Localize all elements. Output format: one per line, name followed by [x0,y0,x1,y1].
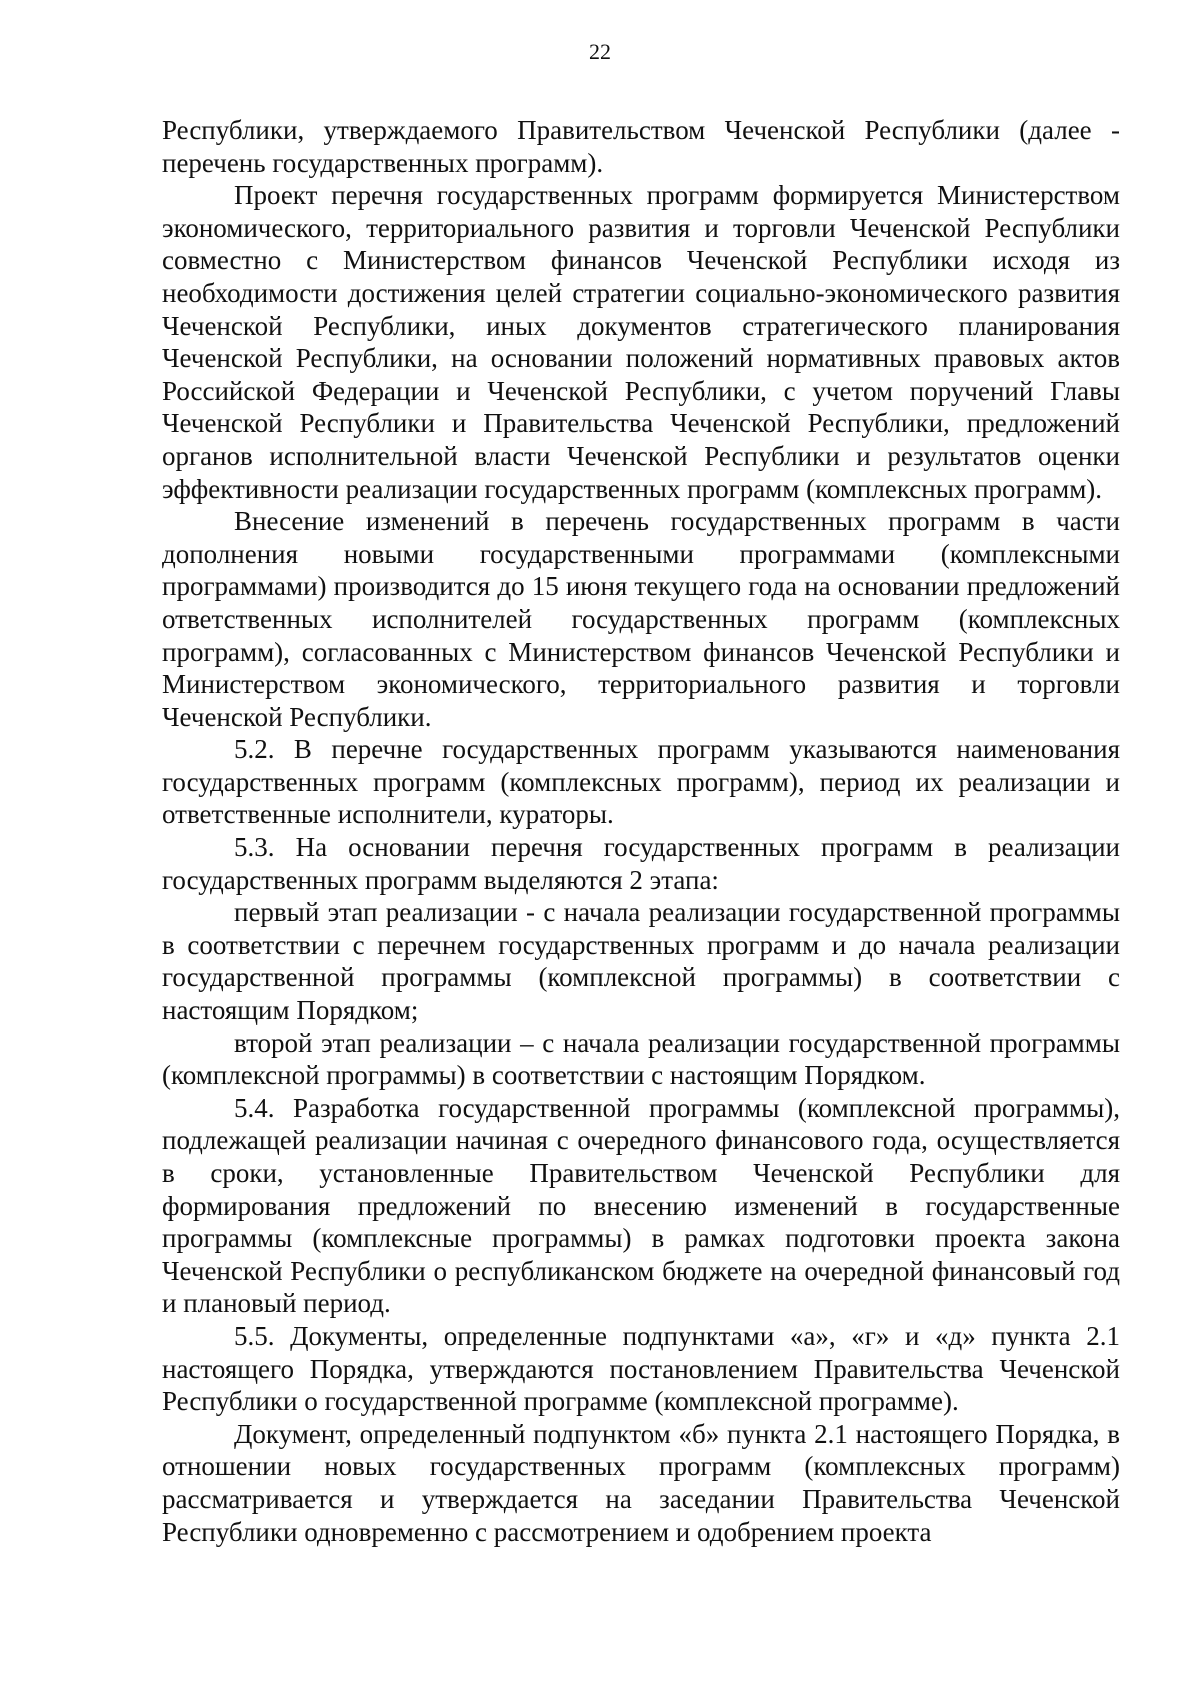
paragraph-5-3: 5.3. На основании перечня государственных программ в реализации государственных программ выделяются 2 этапа: [162,832,1120,895]
paragraph-second-stage: второй этап реализации – с начала реализации государственной программы (комплексной программы) в соответствии с настоящим Порядком. [162,1027,1120,1091]
page-number: 22 [589,39,611,64]
paragraph-5-5: 5.5. Документы, определенные подпунктами «а», «г» и «д» пункта 2.1 настоящего Порядка, утверждаются постановлением Правительства Чеченской Республики о государственной программе (комплексной программе). [162,1320,1120,1417]
paragraph-document-b: Документ, определенный подпунктом «б» пункта 2.1 настоящего Порядка, в отношении новых государственных программ (комплексных программ) рассматривается и утверждается на заседании Правительства Чеченской Республики одновременно с рассмотрением и одобрением проекта [162,1418,1120,1547]
paragraph-list-amendments: Внесение изменений в перечень государственных программ в части дополнения новыми государственными программами (комплексными программами) производится до 15 июня текущего года на основании предложений ответственных исполнителей государственных программ (комплексных программ), согласованных с Министерством финансов Чеченской Республики и Министерством экономического, территориального развития и торговли Чеченской Республики. [162,506,1120,732]
paragraph-first-stage: первый этап реализации - с начала реализации государственной программы в соответствии с перечнем государственных программ и до начала реализации государственной программы (комплексной программы) в соответствии с настоящим Порядком; [162,897,1120,1026]
paragraph-continuation: Республики, утверждаемого Правительством Чеченской Республики (далее - перечень государственных программ). [162,115,1120,178]
document-body [162,114,1120,1548]
paragraph-5-2: 5.2. В перечне государственных программ указываются наименования государственных программ (комплексных программ), период их реализации и ответственные исполнители, кураторы. [162,734,1120,830]
paragraph-project-list-formation: Проект перечня государственных программ формируется Министерством экономического, территориального развития и торговли Чеченской Республики совместно с Министерством финансов Чеченской Республики исходя из необходимости достижения целей стратегии социально-экономического развития Чеченской Республики, иных документов стратегического планирования Чеченской Республики, на основании положений нормативных правовых актов Российской Федерации и Чеченской Республики, с учетом поручений Главы Чеченской Республики и Правительства Чеченской Республики, предложений органов исполнительной власти Чеченской Республики и результатов оценки эффективности реализации государственных программ (комплексных программ). [162,180,1120,504]
paragraph-5-4: 5.4. Разработка государственной программы (комплексной программы), подлежащей реализации начиная с очередного финансового года, осуществляется в сроки, установленные Правительством Чеченской Республики для формирования предложений по внесению изменений в государственные программы (комплексные программы) в рамках подготовки проекта закона Чеченской Республики о республиканском бюджете на очередной финансовый год и плановый период. [162,1092,1120,1319]
